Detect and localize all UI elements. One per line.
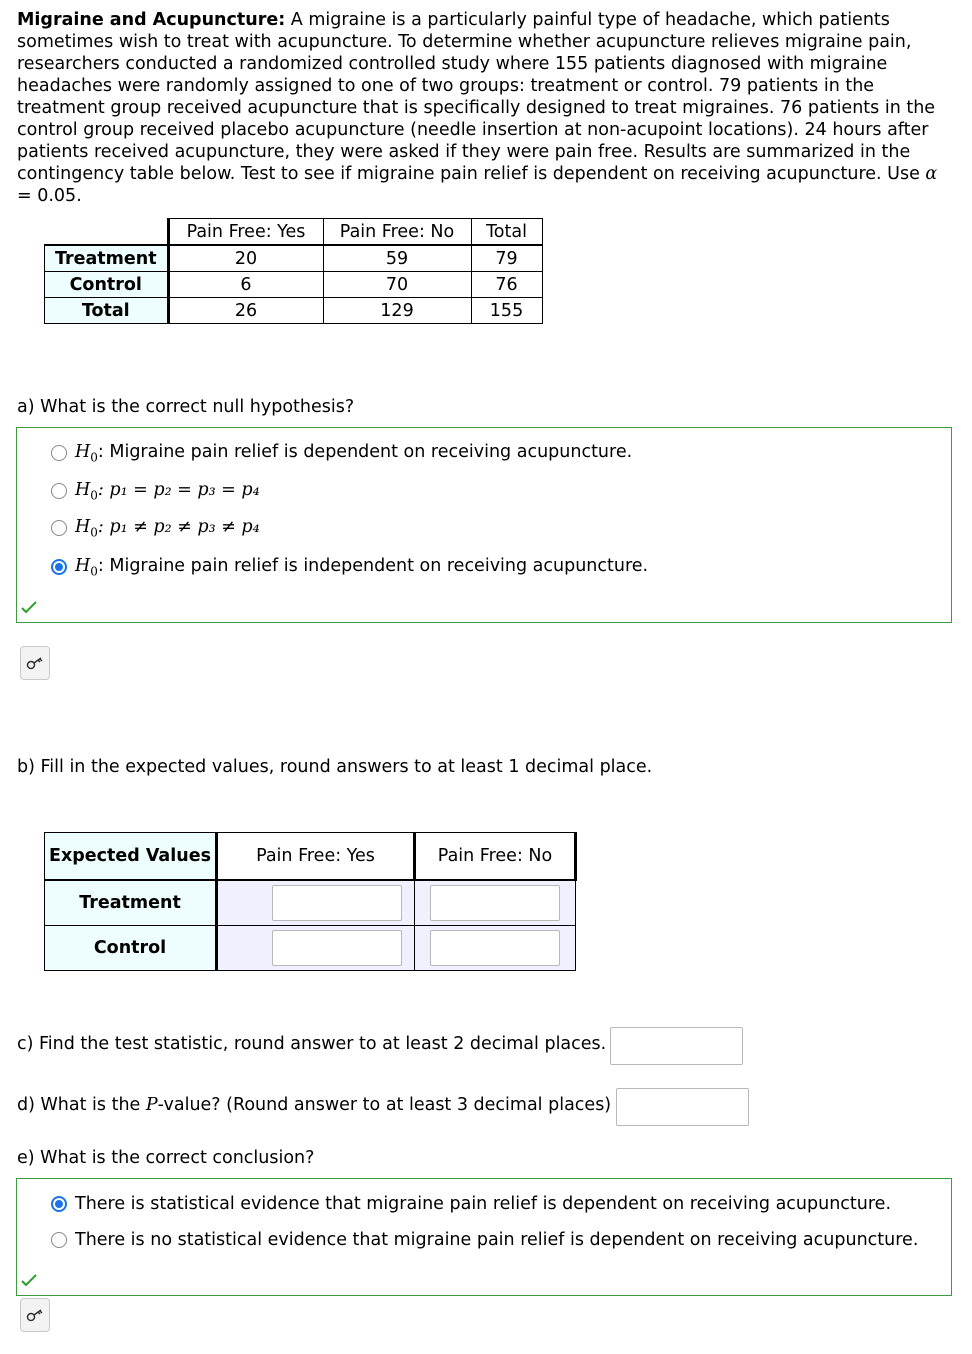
contingency-table bbox=[44, 218, 543, 324]
p-value-input[interactable] bbox=[616, 1088, 749, 1126]
cell: 155 bbox=[471, 298, 542, 324]
part-b-question: b) Fill in the expected values, round answers to at least 1 decimal place. bbox=[17, 757, 653, 777]
expected-values-table bbox=[44, 832, 577, 971]
key-icon bbox=[26, 1308, 44, 1322]
expected-control-no-input[interactable] bbox=[430, 930, 560, 966]
row-header-total: Total bbox=[45, 298, 169, 324]
expected-cell bbox=[415, 880, 576, 926]
h-symbol: H bbox=[75, 517, 91, 537]
part-e-question: e) What is the correct conclusion? bbox=[17, 1148, 315, 1168]
option-text: : p₁ = p₂ = p₃ = p₄ bbox=[97, 480, 260, 500]
expected-row-treatment: Treatment bbox=[45, 880, 217, 926]
option-text: There is no statistical evidence that migraine pain relief is dependent on receiving acupuncture. bbox=[75, 1230, 919, 1250]
key-icon bbox=[26, 656, 44, 670]
radio-button-selected[interactable] bbox=[51, 559, 67, 575]
col-header-total: Total bbox=[471, 219, 542, 246]
expected-header-row bbox=[45, 833, 576, 881]
part-e-answer-box bbox=[16, 1178, 952, 1296]
test-statistic-input[interactable] bbox=[610, 1027, 743, 1065]
expected-treatment-no-input[interactable] bbox=[430, 885, 560, 921]
table-row bbox=[45, 298, 543, 324]
cell: 26 bbox=[168, 298, 323, 324]
check-icon bbox=[21, 600, 37, 614]
key-icon-button-e[interactable] bbox=[20, 1298, 50, 1332]
alpha-symbol: α bbox=[925, 164, 938, 184]
option-text: There is statistical evidence that migraine pain relief is dependent on receiving acupuncture. bbox=[75, 1194, 892, 1214]
col-header-pain-free-yes: Pain Free: Yes bbox=[168, 219, 323, 246]
table-row bbox=[45, 926, 576, 971]
option-no-evidence[interactable] bbox=[51, 1230, 918, 1250]
table-row bbox=[45, 272, 543, 298]
h-symbol: H bbox=[75, 442, 91, 462]
h-subscript: 0 bbox=[90, 564, 98, 579]
row-header-treatment: Treatment bbox=[45, 245, 169, 272]
part-d-text-post: -value? (Round answer to at least 3 decimal places) bbox=[157, 1095, 612, 1115]
cell: 70 bbox=[323, 272, 471, 298]
cell: 6 bbox=[168, 272, 323, 298]
part-d-text-pre: d) What is the bbox=[17, 1095, 146, 1115]
radio-button[interactable] bbox=[51, 445, 67, 461]
check-icon bbox=[21, 1273, 37, 1287]
cell: 59 bbox=[323, 245, 471, 272]
option-h0-independent[interactable] bbox=[51, 556, 648, 579]
expected-cell bbox=[217, 880, 415, 926]
contingency-header-row bbox=[45, 219, 543, 246]
expected-control-yes-input[interactable] bbox=[272, 930, 402, 966]
radio-button[interactable] bbox=[51, 483, 67, 499]
option-h0-equal[interactable] bbox=[51, 480, 260, 503]
part-a-answer-box bbox=[16, 427, 952, 623]
radio-button-selected[interactable] bbox=[51, 1196, 67, 1212]
problem-statement bbox=[17, 9, 947, 207]
cell: 129 bbox=[323, 298, 471, 324]
part-d-question bbox=[17, 1095, 611, 1115]
expected-col-pain-free-no: Pain Free: No bbox=[415, 833, 576, 881]
h-symbol: H bbox=[75, 480, 91, 500]
expected-col-pain-free-yes: Pain Free: Yes bbox=[217, 833, 415, 881]
option-text: : Migraine pain relief is dependent on receiving acupuncture. bbox=[97, 442, 633, 462]
option-text: : p₁ ≠ p₂ ≠ p₃ ≠ p₄ bbox=[97, 517, 260, 537]
alpha-value: = 0.05. bbox=[17, 186, 82, 206]
expected-cell bbox=[415, 926, 576, 971]
option-h0-dependent[interactable] bbox=[51, 442, 632, 465]
expected-cell bbox=[217, 926, 415, 971]
expected-row-control: Control bbox=[45, 926, 217, 971]
option-evidence-dependent[interactable] bbox=[51, 1194, 891, 1214]
problem-text: A migraine is a particularly painful type of headache, which patients sometimes wish to treat with acupuncture. To determine whether acupuncture relieves migraine pain, researchers conducted a randomized controlled study where 155 patients diagnosed with migraine headaches were randomly assigned to one of two groups: treatment or control. 79 patients in the treatment group received acupuncture that is specifically designed to treat migraines. 76 patients in the control group received placebo acupuncture (needle insertion at non-acupoint locations). 24 hours after patients received acupuncture, they were asked if they were pain free. Results are summarized in the contingency table below. Test to see if migraine pain relief is dependent on receiving acupuncture. Use bbox=[17, 10, 936, 184]
cell: 79 bbox=[471, 245, 542, 272]
expected-treatment-yes-input[interactable] bbox=[272, 885, 402, 921]
h-subscript: 0 bbox=[90, 488, 98, 503]
table-row bbox=[45, 245, 543, 272]
table-row bbox=[45, 880, 576, 926]
h-symbol: H bbox=[75, 556, 91, 576]
part-a-question: a) What is the correct null hypothesis? bbox=[17, 397, 355, 417]
radio-button[interactable] bbox=[51, 1232, 67, 1248]
h-subscript: 0 bbox=[90, 525, 98, 540]
cell: 20 bbox=[168, 245, 323, 272]
expected-values-corner: Expected Values bbox=[45, 833, 217, 881]
corner-cell bbox=[45, 219, 169, 246]
problem-title: Migraine and Acupuncture: bbox=[17, 10, 286, 30]
option-text: : Migraine pain relief is independent on receiving acupuncture. bbox=[97, 556, 649, 576]
col-header-pain-free-no: Pain Free: No bbox=[323, 219, 471, 246]
key-icon-button-a[interactable] bbox=[20, 646, 50, 680]
h-subscript: 0 bbox=[90, 450, 98, 465]
cell: 76 bbox=[471, 272, 542, 298]
option-h0-not-equal[interactable] bbox=[51, 517, 260, 540]
row-header-control: Control bbox=[45, 272, 169, 298]
radio-button[interactable] bbox=[51, 520, 67, 536]
part-c-question: c) Find the test statistic, round answer to at least 2 decimal places. bbox=[17, 1034, 607, 1054]
p-variable: P bbox=[145, 1095, 158, 1115]
